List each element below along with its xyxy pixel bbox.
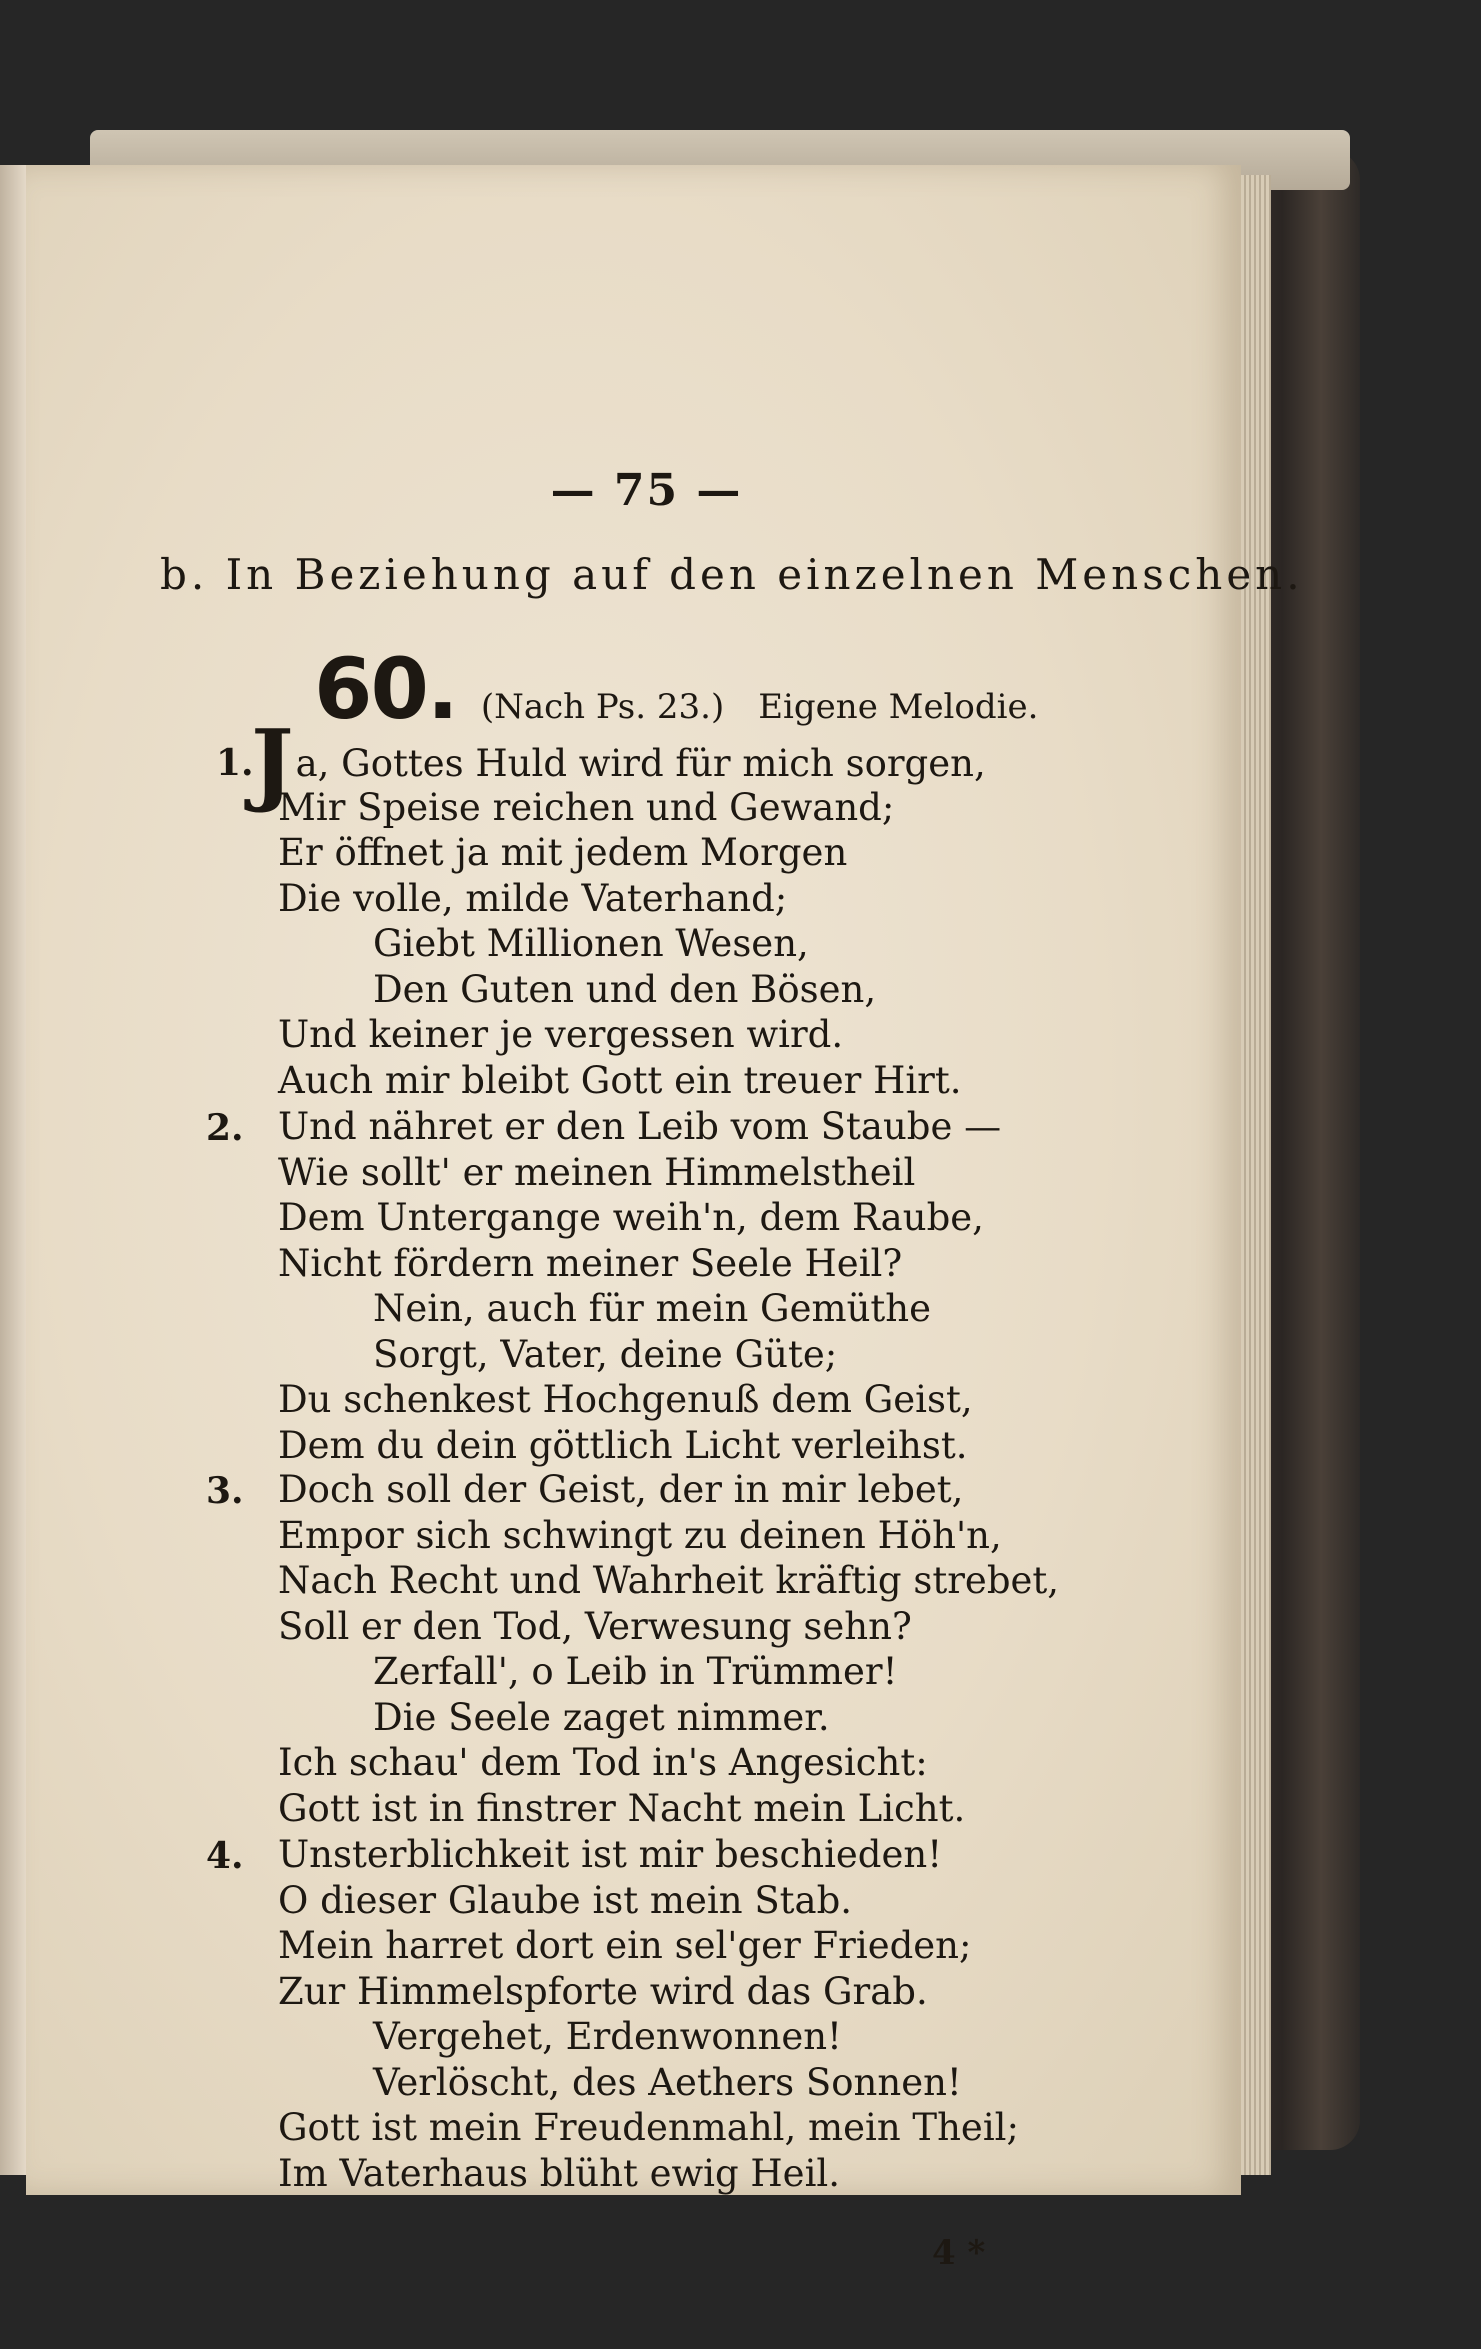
verse-text: Wie sollt' er meinen Himmelstheil [278, 1150, 916, 1194]
verse-line [373, 922, 809, 965]
verse-line [278, 1105, 1001, 1148]
hymn-melody: Eigene Melodie. [758, 687, 1039, 727]
section-heading: b. In Beziehung auf den einzelnen Menschen. [160, 550, 1304, 599]
verse-line [278, 1151, 915, 1194]
verse-line [278, 1741, 928, 1784]
verse-line [278, 2106, 1019, 2149]
verse-line [278, 877, 787, 920]
verse-line [373, 1696, 830, 1739]
verse-line [278, 1879, 852, 1922]
verse-text: Die volle, milde Vaterhand; [278, 876, 788, 920]
hymn-reference: (Nach Ps. 23.) [480, 687, 725, 727]
verse-text: Empor sich schwingt zu deinen Höh'n, [278, 1513, 1002, 1557]
stanza-number: 1. [216, 742, 254, 784]
verse-text: Zerfall', o Leib in Trümmer! [373, 1650, 898, 1693]
verse-text: Mir Speise reichen und Gewand; [278, 785, 895, 829]
verse-line [278, 1924, 971, 1967]
verse-text: Den Guten und den Bösen, [373, 967, 877, 1011]
verse-line [278, 1059, 962, 1102]
book-page [26, 165, 1304, 2273]
verse-text: Soll er den Tod, Verwesung sehn? [278, 1604, 912, 1648]
verse-text: Im Vaterhaus blüht ewig Heil. [278, 2151, 841, 2195]
verse-text: Er öffnet ja mit jedem Morgen [278, 831, 848, 874]
verse-text: Dem Untergange weih'n, dem Raube, [278, 1196, 984, 1239]
verse-text: Sorgt, Vater, deine Güte; [373, 1332, 838, 1376]
verse-line [278, 1605, 912, 1648]
facing-page-edge [0, 165, 28, 2175]
verse-line [373, 1333, 837, 1376]
verse-line [373, 968, 876, 1011]
verse-text: Mein harret dort ein sel'ger Frieden; [278, 1924, 972, 1967]
verse-line [278, 1424, 967, 1467]
verse-text: Die Seele zaget nimmer. [373, 1695, 830, 1739]
verse-text: Verlöscht, des Aethers Sonnen! [373, 2060, 962, 2104]
verse-line [278, 831, 847, 874]
verse-line [373, 1287, 931, 1330]
verse-line [373, 2015, 842, 2058]
verse-text: Ich schau' dem Tod in's Angesicht: [278, 1741, 928, 1784]
verse-text: Auch mir bleibt Gott ein treuer Hirt. [278, 1058, 962, 1102]
verse-line [373, 2061, 962, 2104]
verse-line [278, 1468, 963, 1511]
verse-line [278, 1787, 965, 1830]
verse-text: Zur Himmelspforte wird das Grab. [278, 1969, 928, 2013]
verse-text: Und keiner je vergessen wird. [278, 1013, 844, 1056]
verse-text: Nicht fördern meiner Seele Heil? [278, 1241, 903, 1285]
verse-text: Du schenkest Hochgenuß dem Geist, [278, 1378, 973, 1421]
verse-line [278, 1559, 1059, 1602]
verse-line [278, 786, 894, 829]
verse-text: Gott ist in finstrer Nacht mein Licht. [278, 1786, 966, 1830]
verse-line [278, 1514, 1002, 1557]
verse-text: Nein, auch für mein Gemüthe [373, 1287, 931, 1330]
verse-line [278, 1242, 902, 1285]
verse-line [278, 1378, 973, 1421]
verse-text: a, Gottes Huld wird für mich sorgen, [295, 742, 986, 785]
verse-line [278, 1196, 984, 1239]
verse-text: Und nähret er den Leib vom Staube — [278, 1105, 1002, 1148]
verse-line [278, 1013, 843, 1056]
stanza-number: 3. [206, 1470, 244, 1512]
stanza-number: 4. [206, 1835, 244, 1877]
verse-line [278, 1970, 928, 2013]
verse-text: Vergehet, Erdenwonnen! [373, 2015, 842, 2058]
verse-line [278, 2152, 840, 2195]
signature-mark: 4 * [932, 2233, 986, 2273]
verse-text: Giebt Millionen Wesen, [373, 922, 809, 965]
drop-cap: J [251, 710, 294, 816]
verse-line [373, 1650, 897, 1693]
verse-text: Gott ist mein Freudenmahl, mein Theil; [278, 2106, 1019, 2149]
hymn-number: 60. [314, 640, 457, 738]
verse-text: Nach Recht und Wahrheit kräftig strebet, [278, 1559, 1060, 1602]
verse-text: Doch soll der Geist, der in mir lebet, [278, 1468, 964, 1511]
verse-text: Unsterblichkeit ist mir beschieden! [278, 1833, 943, 1876]
verse-line [278, 1833, 942, 1876]
verse-text: O dieser Glaube ist mein Stab. [278, 1878, 853, 1922]
page-number: — 75 — [550, 465, 743, 516]
stanza-number: 2. [206, 1107, 244, 1149]
verse-text: Dem du dein göttlich Licht verleihst. [278, 1423, 968, 1467]
